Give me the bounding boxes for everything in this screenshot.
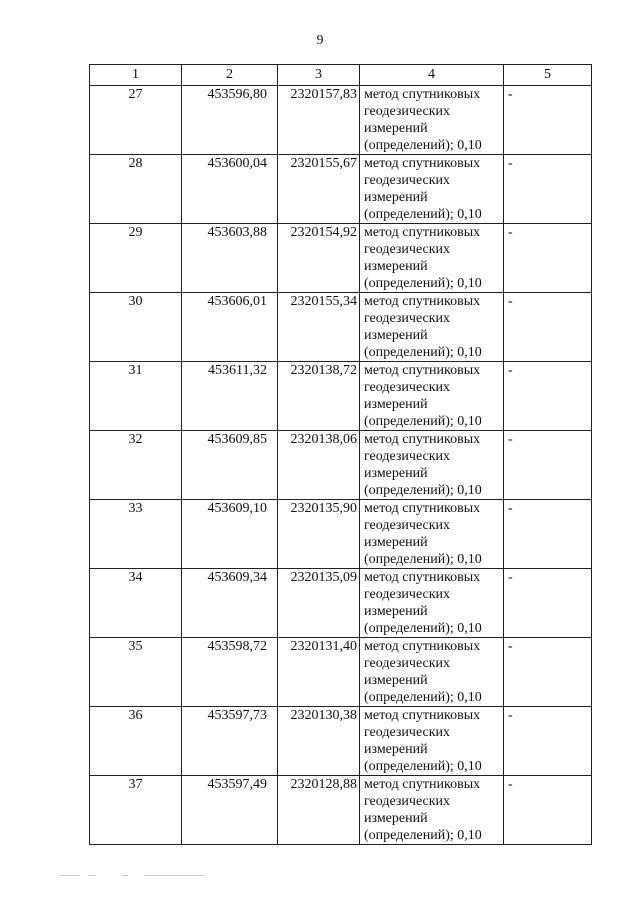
table-row [90,362,592,431]
point-number-cell: 29 [90,224,182,293]
point-number-cell: 27 [90,86,182,155]
coordinates-table [89,64,592,845]
method-accuracy-cell: метод спутниковых геодезических измерений (определений); 0,10 [360,155,504,224]
x-coordinate-cell: 453597,73 [182,707,278,776]
y-coordinate-cell: 2320131,40 [278,638,360,707]
page-number: 9 [316,33,324,48]
method-accuracy-cell: метод спутниковых геодезических измерений (определений); 0,10 [360,293,504,362]
point-number-cell: 35 [90,638,182,707]
x-coordinate-cell: 453596,80 [182,86,278,155]
x-coordinate-cell: 453609,10 [182,500,278,569]
note-cell: - [504,776,592,845]
y-coordinate-cell: 2320135,90 [278,500,360,569]
header-cell-3: 3 [278,65,360,86]
method-accuracy-cell: метод спутниковых геодезических измерений (определений); 0,10 [360,569,504,638]
y-coordinate-cell: 2320138,72 [278,362,360,431]
point-number-cell: 37 [90,776,182,845]
table-row [90,293,592,362]
method-accuracy-cell: метод спутниковых геодезических измерений (определений); 0,10 [360,224,504,293]
table-row [90,638,592,707]
note-cell: - [504,155,592,224]
method-accuracy-cell: метод спутниковых геодезических измерений (определений); 0,10 [360,431,504,500]
scan-artifact-marks [60,875,210,881]
x-coordinate-cell: 453600,04 [182,155,278,224]
x-coordinate-cell: 453598,72 [182,638,278,707]
note-cell: - [504,224,592,293]
table-row [90,86,592,155]
point-number-cell: 34 [90,569,182,638]
x-coordinate-cell: 453609,34 [182,569,278,638]
note-cell: - [504,707,592,776]
y-coordinate-cell: 2320154,92 [278,224,360,293]
note-cell: - [504,362,592,431]
table-row [90,776,592,845]
note-cell: - [504,569,592,638]
note-cell: - [504,431,592,500]
note-cell: - [504,293,592,362]
x-coordinate-cell: 453606,01 [182,293,278,362]
y-coordinate-cell: 2320155,34 [278,293,360,362]
table-row [90,224,592,293]
table-row [90,155,592,224]
y-coordinate-cell: 2320130,38 [278,707,360,776]
table-row [90,431,592,500]
y-coordinate-cell: 2320135,09 [278,569,360,638]
note-cell: - [504,86,592,155]
table-body [90,86,592,845]
x-coordinate-cell: 453597,49 [182,776,278,845]
header-cell-5: 5 [504,65,592,86]
header-row [90,65,592,86]
table-header [90,65,592,86]
point-number-cell: 32 [90,431,182,500]
point-number-cell: 30 [90,293,182,362]
y-coordinate-cell: 2320138,06 [278,431,360,500]
table-row [90,707,592,776]
point-number-cell: 36 [90,707,182,776]
point-number-cell: 33 [90,500,182,569]
method-accuracy-cell: метод спутниковых геодезических измерений (определений); 0,10 [360,638,504,707]
y-coordinate-cell: 2320157,83 [278,86,360,155]
note-cell: - [504,638,592,707]
method-accuracy-cell: метод спутниковых геодезических измерений (определений); 0,10 [360,776,504,845]
note-cell: - [504,500,592,569]
header-cell-1: 1 [90,65,182,86]
table-row [90,500,592,569]
point-number-cell: 31 [90,362,182,431]
point-number-cell: 28 [90,155,182,224]
table-row [90,569,592,638]
y-coordinate-cell: 2320128,88 [278,776,360,845]
header-cell-2: 2 [182,65,278,86]
method-accuracy-cell: метод спутниковых геодезических измерений (определений); 0,10 [360,500,504,569]
method-accuracy-cell: метод спутниковых геодезических измерений (определений); 0,10 [360,707,504,776]
header-cell-4: 4 [360,65,504,86]
x-coordinate-cell: 453609,85 [182,431,278,500]
x-coordinate-cell: 453611,32 [182,362,278,431]
method-accuracy-cell: метод спутниковых геодезических измерений (определений); 0,10 [360,86,504,155]
x-coordinate-cell: 453603,88 [182,224,278,293]
method-accuracy-cell: метод спутниковых геодезических измерений (определений); 0,10 [360,362,504,431]
y-coordinate-cell: 2320155,67 [278,155,360,224]
